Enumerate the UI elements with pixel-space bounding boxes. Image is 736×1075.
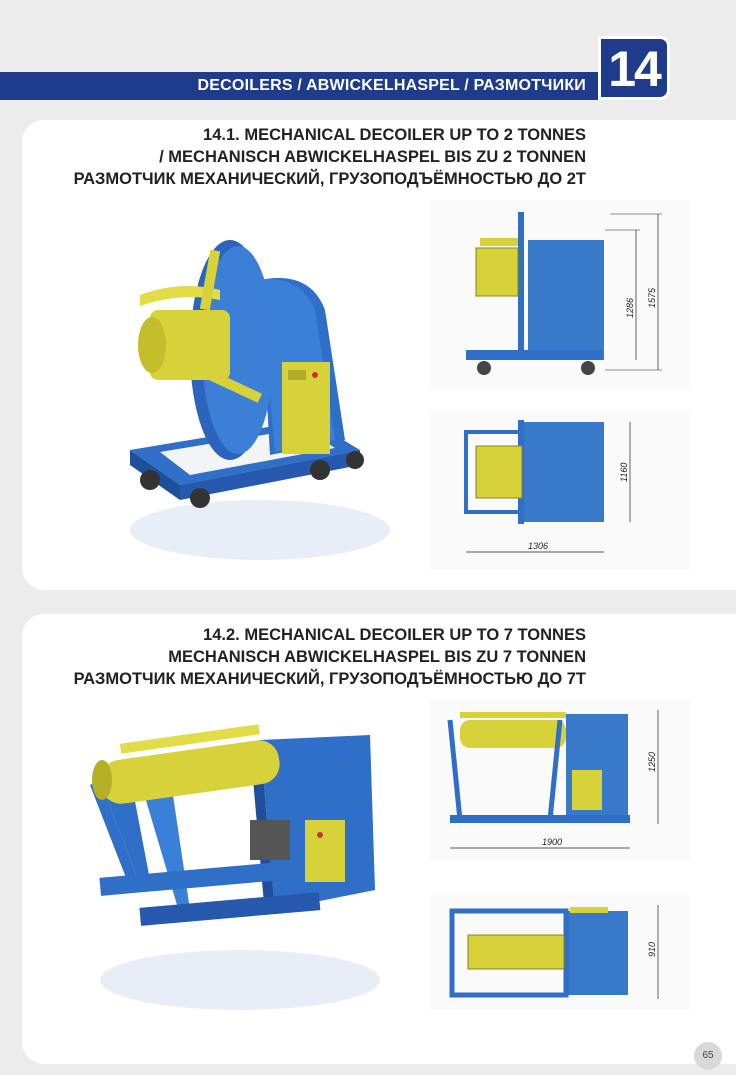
- chapter-badge: 14: [598, 36, 670, 100]
- dim-depth: 910: [647, 941, 657, 957]
- product-2-title-en: 14.2. MECHANICAL DECOILER UP TO 7 TONNES: [203, 626, 586, 644]
- product-1-title: [74, 124, 586, 190]
- dim-height: 1250: [647, 751, 657, 772]
- product-2-title-de: MECHANISCH ABWICKELHASPEL BIS ZU 7 TONNEN: [168, 648, 586, 666]
- dim-width: 1900: [542, 837, 563, 847]
- decoiler-2-render: [80, 720, 400, 1020]
- decoiler-1-top-view: [430, 410, 690, 570]
- dim-height-inner: 1286: [625, 297, 635, 318]
- product-1-title-en: 14.1. MECHANICAL DECOILER UP TO 2 TONNES: [203, 126, 586, 144]
- decoiler-1-side-view: [430, 200, 690, 390]
- control-box: [305, 820, 345, 882]
- product-2-title-ru: РАЗМОТЧИК МЕХАНИЧЕСКИЙ, ГРУЗОПОДЪЁМНОСТЬЮ ДО 7Т: [73, 670, 586, 688]
- product-1-title-ru: РАЗМОТЧИК МЕХАНИЧЕСКИЙ, ГРУЗОПОДЪЁМНОСТЬЮ ДО 2Т: [73, 170, 586, 188]
- product-2-title: [74, 624, 586, 690]
- dim-width: 1306: [528, 541, 549, 551]
- dim-depth: 1160: [619, 462, 629, 482]
- decoiler-2-top-view: [430, 895, 690, 1010]
- page-number: 65: [694, 1042, 722, 1070]
- decoiler-2-side-view: [430, 700, 690, 860]
- section-title: DECOILERS / ABWICKELHASPEL / РАЗМОТЧИКИ: [197, 77, 586, 94]
- product-1-title-de: / MECHANISCH ABWICKELHASPEL BIS ZU 2 TONNEN: [159, 148, 586, 166]
- wheel: [140, 470, 160, 490]
- dim-height-total: 1575: [647, 287, 657, 308]
- decoiler-1-render: [110, 230, 410, 580]
